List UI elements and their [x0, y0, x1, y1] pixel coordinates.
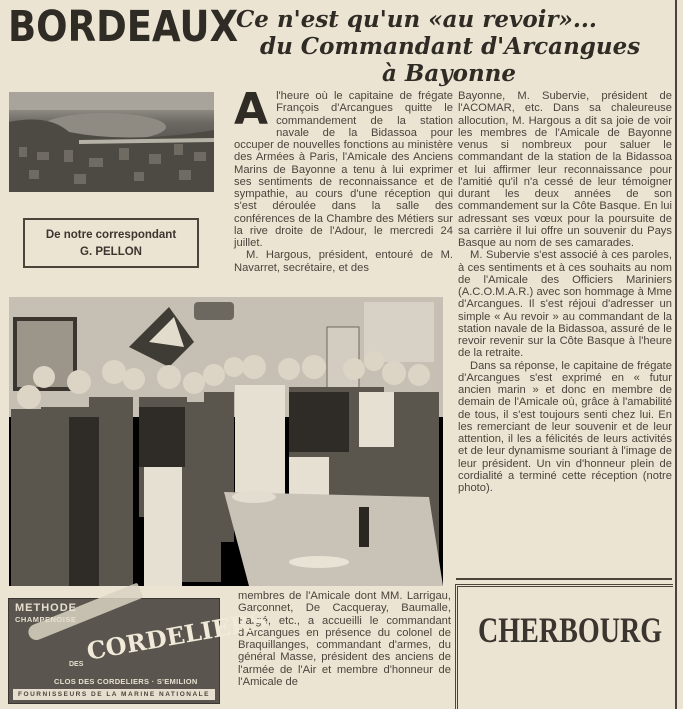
reception-group-photo	[9, 297, 443, 586]
ad-supplier-line: FOURNISSEURS DE LA MARINE NATIONALE	[13, 689, 215, 700]
drop-cap: A	[234, 84, 269, 135]
ad-brand-logo: CORDELIERS	[84, 605, 270, 666]
section-title: BORDEAUX	[8, 2, 239, 52]
city-photo-graphic	[9, 92, 214, 192]
next-section-box	[455, 584, 673, 709]
city-aerial-photo	[9, 92, 214, 192]
ad-methode: METHODE	[15, 602, 77, 614]
article-paragraph: M. Hargous, président, entouré de M. Navarret, secrétaire, et des	[234, 249, 453, 274]
article-paragraph: l'heure où le capitaine de frégate François d'Arcangues quitte le commandement de la station navale de la Bidassoa pour occuper de nouvelles fonctions au ministère des Armées à Paris, l'Amicale des Anciens Marins de Bayonne a tenu à lui exprimer ses sentiments de reconnaissance et de sympathie, au cours d'une réception qui s'est déroulée dans la salle des conférences de la Chambre des Métiers sur la rive droite de l'Adour, le mercredi 24 juillet.	[234, 90, 453, 249]
group-photo-graphic	[9, 297, 443, 586]
byline-author: G. PELLON	[80, 246, 142, 258]
headline-line-1: Ce n'est qu'un «au revoir»...	[236, 6, 597, 33]
ad-champenoise: CHAMPENOISE	[15, 615, 77, 624]
ad-des: DES	[69, 661, 84, 668]
article-headline	[228, 6, 668, 87]
article-column-1	[234, 84, 453, 274]
cordeliers-advertisement	[8, 598, 270, 704]
byline-label: De notre correspondant	[45, 229, 177, 241]
headline-line-2: du Commandant d'Arcangues	[260, 33, 641, 60]
headline-line-3: à Bayonne	[382, 60, 517, 87]
next-section-title: CHERBOURG	[478, 610, 663, 650]
article-paragraph: Dans sa réponse, le capitaine de frégate d'Arcangues s'est exprimé en « futur ancien marin » et donc en membre de demain de l'Amicale où, grâce à l'amabilité de tous, il s'est toujours senti chez lui. En les remerciant de leur souvenir et de leur attention, il les a félicités de leurs activités et de leur dynamisme souriant à l'image de leur président. Un vin d'honneur plein de cordialité a terminé cette réception (notre photo).	[458, 359, 672, 494]
section-divider	[456, 578, 672, 580]
ad-clos: CLOS DES CORDELIERS · S'EMILION	[54, 677, 198, 686]
article-paragraph: membres de l'Amicale dont MM. Larrigau, Garçonnet, De Cacqueray, Baumalle, Bargé, etc., a accueilli le commandant d'Arcangues en présence du colonel de Braquillanges, commandant d'armes, du général Masse, président des anciens de l'armée de l'Air et membre d'honneur de l'Amicale de	[238, 590, 451, 688]
article-paragraph: Bayonne, M. Subervie, président de l'ACOMAR, etc. Dans sa chaleureuse allocution, M. Hargous a dit sa joie de voir les membres de l'Amicale de Bayonne venus si nombreux pour saluer le commandant de la station de la Bidassoa et lui affirmer leur reconnaissance pour l'amitié qu'il n'a cessé de leur témoigner durant les deux années de son commandement sur la Côte Basque. En lui adressant ses vœux pour la poursuite de sa carrière il lui offre un souvenir du Pays Basque au nom de ses camarades.	[458, 90, 672, 249]
article-column-2	[458, 90, 672, 494]
correspondent-byline	[23, 218, 199, 268]
article-paragraph: M. Subervie s'est associé à ces paroles, à ces sentiments et à ces souhaits au nom de l'Amicale des Officiers Mariniers (A.C.O.M.A.R.) avec son hommage à Mme d'Arcangues. Il s'est réjoui d'adresser un simple « Au revoir » au commandant de la station navale de la Bidassoa, assuré de le revoir revenir sur la Côte Basque à l'heure de la retraite.	[458, 249, 672, 360]
column-rule	[675, 0, 677, 709]
article-column-3	[238, 590, 451, 688]
